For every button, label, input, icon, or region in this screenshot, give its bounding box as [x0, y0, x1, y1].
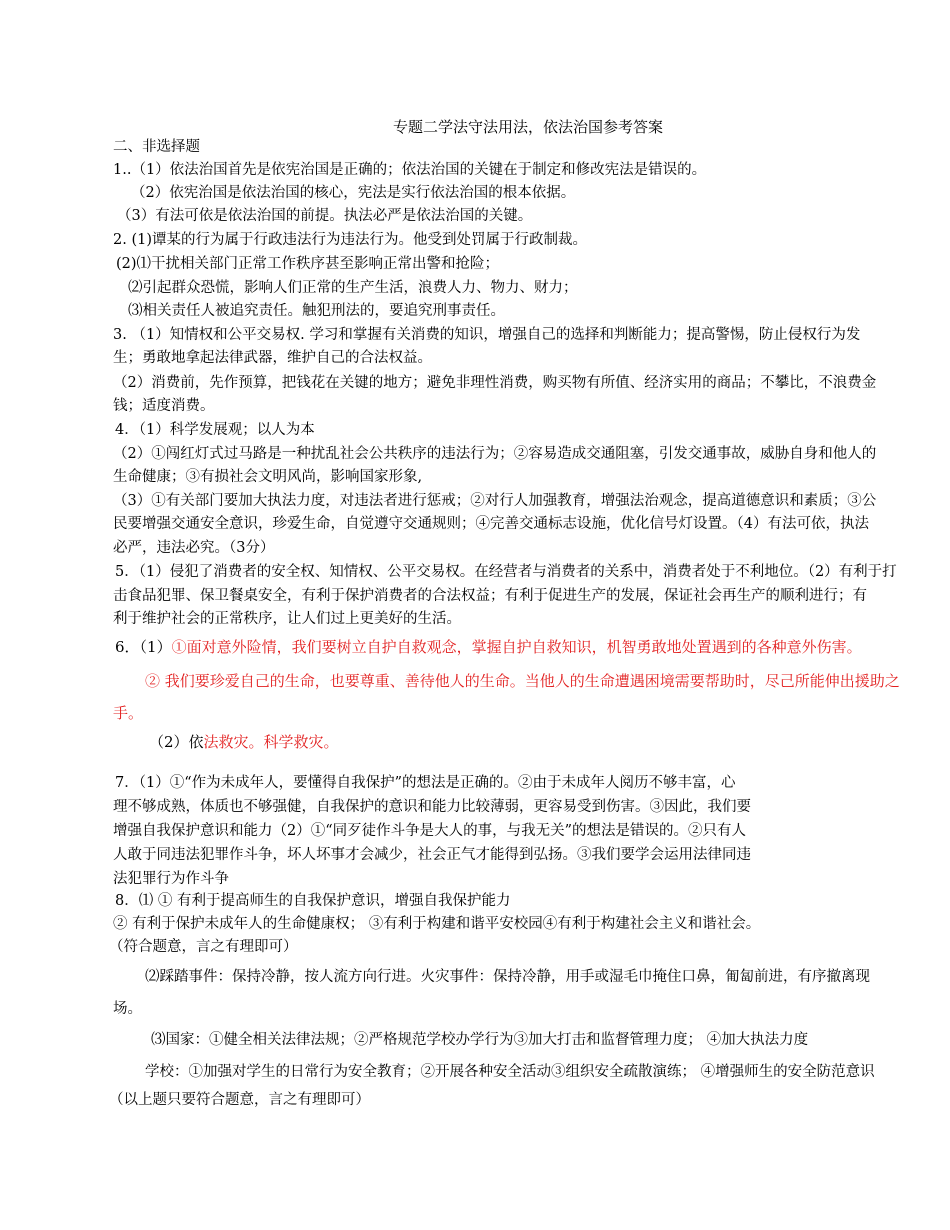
q8-line: 场。 [113, 1001, 142, 1017]
answer-line: （3）有法可依是依法治国的前提。执法必严是依法治国的关键。 [117, 208, 533, 224]
answer-line: 必严，违法必究。（3分） [113, 540, 275, 556]
q7-line: 人敢于同违法犯罪作斗争，坏人坏事才会减少，社会正气才能得到弘扬。③我们要学会运用法律同违 [113, 847, 751, 863]
q7-line: 理不够成熟，体质也不够强健，自我保护的意识和能力比较薄弱，更容易受到伤害。③因此，我们要 [113, 799, 751, 815]
answer-line: 4．（1）科学发展观；以人为本 [115, 422, 315, 438]
answer-line: 5．（1）侵犯了消费者的安全权、知情权、公平交易权。在经营者与消费者的关系中，消费者处于不利地位。（2）有利于打 [115, 564, 897, 580]
answer-line: （2）①闯红灯式过马路是一种扰乱社会公共秩序的违法行为；②容易造成交通阻塞，引发交通事故，威胁自身和他人的 [113, 446, 877, 462]
q6-red-line: 手。 [113, 704, 144, 722]
answer-line: ⑶相关责任人被追究责任。触犯刑法的，要追究刑事责任。 [128, 303, 505, 319]
q8-line: ⑶国家：①健全相关法律法规；②严格规范学校办学行为③加大打击和监督管理力度； ④加大执法力度 [151, 1032, 809, 1048]
answer-line: ⑵引起群众恐慌，影响人们正常的生产生活，浪费人力、物力、财力； [128, 280, 578, 296]
q8-line: （符合题意，言之有理即可） [109, 939, 298, 955]
answer-line: （3）①有关部门要加大执法力度，对违法者进行惩戒；②对行人加强教育，增强法治观念，提高道德意识和素质；③公 [113, 493, 877, 509]
q8-line: （以上题只要符合题意，言之有理即可） [109, 1092, 370, 1108]
answer-line: 钱；适度消费。 [113, 398, 215, 414]
q8-line: ⑵踩踏事件：保持冷静，按人流方向行进。火灾事件：保持冷静，用手或湿毛巾掩住口鼻，匍匐前进，有序撤离现 [145, 969, 870, 985]
page-title: 专题二学法守法用法，依法治国参考答案 [393, 118, 664, 136]
answer-line: (2)⑴干扰相关部门正常工作秩序甚至影响正常出警和抢险； [116, 256, 500, 272]
q6-line-sub2 [149, 731, 339, 754]
q6-red-line: ② 我们要珍爱自己的生命，也要尊重、善待他人的生命。当他人的生命遭遇困境需要帮助时，尽己所能伸出援助之 [145, 672, 900, 690]
q6-line-1 [115, 636, 862, 659]
q7-line: 7．（1）①“作为未成年人，要懂得自我保护”的想法是正确的。②由于未成年人阅历不够丰富，心 [115, 775, 736, 791]
answer-line: 3. （1）知情权和公平交易权. 学习和掌握有关消费的知识，增强自己的选择和判断能力；提高警惕，防止侵权行为发 [113, 327, 861, 343]
answer-line: 2. (1)谭某的行为属于行政违法行为违法行为。他受到处罚属于行政制裁。 [113, 232, 587, 248]
answer-line: 击食品犯罪、保卫餐桌安全，有利于保护消费者的合法权益；有利于促进生产的发展，保证社会再生产的顺利进行；有 [113, 588, 867, 604]
q6-red-text: ①面对意外险情，我们要树立自护自救观念，掌握自护自救知识，机智勇敢地处置遇到的各种意外伤害。 [171, 638, 862, 656]
answer-line: 生命健康；③有损社会文明风尚，影响国家形象, [113, 469, 423, 485]
answer-line: （2）依宪治国是依法治国的核心，宪法是实行依法治国的根本依据。 [131, 185, 576, 201]
answer-line: 1..（1）依法治国首先是依宪治国是正确的；依法治国的关键在于制定和修改宪法是错误的。 [113, 162, 707, 178]
answer-line: （2）消费前，先作预算，把钱花在关键的地方；避免非理性消费，购买物有所值、经济实用的商品；不攀比，不浪费金 [113, 375, 877, 391]
answer-line: 民要增强交通安全意识，珍爱生命，自觉遵守交通规则；④完善交通标志设施，优化信号灯设置。（4）有法可依，执法 [113, 516, 869, 532]
answer-line: 生；勇敢地拿起法律武器，维护自己的合法权益。 [113, 350, 432, 366]
q6-sub2-lead: （2）依 [149, 733, 204, 751]
section-heading: 二、非选择题 [113, 139, 200, 155]
q6-lead: 6．（1） [115, 638, 172, 656]
q6-sub2-red: 法救灾。科学救灾。 [203, 733, 339, 751]
q8-line: 8．⑴ ① 有利于提高师生的自我保护意识，增强自我保护能力 [115, 893, 511, 909]
q8-line: 学校：①加强对学生的日常行为安全教育；②开展各种安全活动③组织安全疏散演练； ④增强师生的安全防范意识 [145, 1064, 875, 1080]
q7-line: 增强自我保护意识和能力（2）①“同歹徒作斗争是大人的事，与我无关”的想法是错误的。②只有人 [113, 823, 747, 839]
q8-line: ② 有利于保护未成年人的生命健康权； ③有利于构建和谐平安校园④有利于构建社会主义和谐社会。 [113, 916, 761, 932]
answer-line: 利于维护社会的正常秩序，让人们过上更美好的生活。 [113, 611, 461, 627]
q7-line: 法犯罪行为作斗争 [113, 871, 229, 887]
